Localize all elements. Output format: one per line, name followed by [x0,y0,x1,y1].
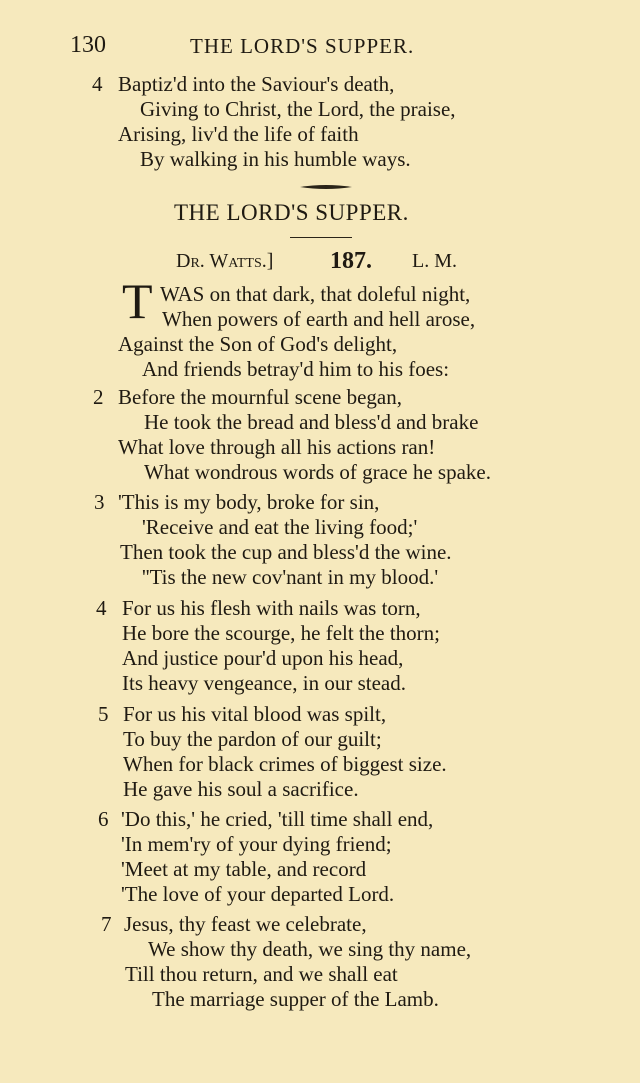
stanza-number: 3 [94,490,105,514]
verse-line: By walking in his humble ways. [140,147,411,171]
verse-line: WAS on that dark, that doleful night, [160,282,471,306]
verse-line: 'This is my body, broke for sin, [118,490,380,514]
stanza-number: 4 [92,72,103,96]
verse-line: 'The love of your departed Lord. [121,882,395,906]
ornament-divider [300,184,352,190]
stanza-number: 7 [101,912,112,936]
page-number: 130 [70,32,106,58]
verse-line: We show thy death, we sing thy name, [148,937,472,961]
verse-line: 'Receive and eat the living food;' [142,515,418,539]
verse-line: For us his vital blood was spilt, [123,702,387,726]
verse-line: When powers of earth and hell arose, [162,307,476,331]
stanza-number: 6 [98,807,109,831]
drop-cap: T [122,273,153,329]
verse-line: What wondrous words of grace he spake. [144,460,491,484]
verse-line: 'Meet at my table, and record [121,857,367,881]
verse-line: Its heavy vengeance, in our stead. [122,671,406,695]
verse-line: Jesus, thy feast we celebrate, [124,912,367,936]
verse-line: Till thou return, and we shall eat [125,962,398,986]
running-head: THE LORD'S SUPPER. [190,34,415,58]
hymn-meter: L. M. [412,250,457,272]
verse-line: Before the mournful scene began, [118,385,402,409]
hymn-author: Dr. Watts.] [176,250,274,272]
section-title: THE LORD'S SUPPER. [174,200,409,225]
verse-line: He gave his soul a sacrifice. [123,777,359,801]
hymn-heading [0,250,640,280]
verse-line: 'In mem'ry of your dying friend; [121,832,392,856]
verse-line: ''Tis the new cov'nant in my blood.' [142,565,439,589]
verse-line: Arising, liv'd the life of faith [118,122,359,146]
verse-line: He bore the scourge, he felt the thorn; [122,621,441,645]
stanza-number: 4 [96,596,107,620]
verse-line: He took the bread and bless'd and brake [144,410,479,434]
verse-line: And friends betray'd him to his foes: [142,357,450,381]
verse-line: Baptiz'd into the Saviour's death, [118,72,395,96]
hymn-number: 187. [330,248,372,274]
verse-line: When for black crimes of biggest size. [123,752,447,776]
verse-line: Then took the cup and bless'd the wine. [120,540,452,564]
verse-line: And justice pour'd upon his head, [122,646,404,670]
verse-line: To buy the pardon of our guilt; [123,727,382,751]
verse-line: Against the Son of God's delight, [118,332,398,356]
page-header [0,32,640,62]
verse-line: 'Do this,' he cried, 'till time shall end, [121,807,434,831]
verse-line: The marriage supper of the Lamb. [152,987,439,1011]
title-rule [290,237,352,238]
verse-line: For us his flesh with nails was torn, [122,596,421,620]
verse-line: What love through all his actions ran! [118,435,436,459]
verse-line: Giving to Christ, the Lord, the praise, [140,97,456,121]
stanza-number: 5 [98,702,109,726]
stanza-number: 2 [93,385,104,409]
